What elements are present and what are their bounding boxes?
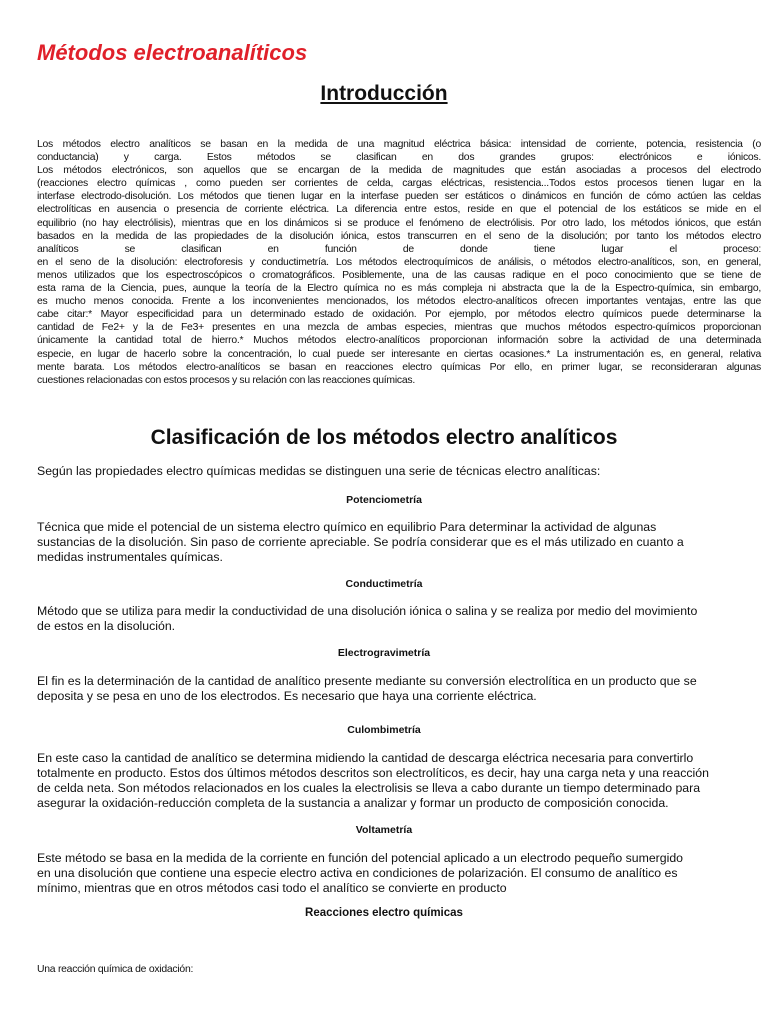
section-body-potenciometria xyxy=(37,520,761,565)
section-body-voltametria xyxy=(37,851,761,896)
intro-line: electrolíticas en ausencia o presencia de corriente eléctrica. La diferencia entre estos, reside en que el potencial de los estáticos se mide en el xyxy=(37,204,761,216)
section-line: en una disolución que contiene una especie electro activa en condiciones de polarización. El consumo de analítico es xyxy=(37,866,678,880)
intro-line: basados en la medida de las propiedades de la disolución iónica, estos transcurren en el seno de la disolución; por tanto los métodos electro xyxy=(37,230,761,242)
section-line: medidas instrumentales químicas. xyxy=(37,550,223,564)
section-line: sustancias de la disolución. Sin paso de corriente apreciable. Se podría considerar que es el más utilizado en cuanto a xyxy=(37,535,684,549)
intro-heading: Introducción xyxy=(320,82,448,105)
classification-intro: Según las propiedades electro químicas medidas se distinguen una serie de técnicas electro analíticas: xyxy=(37,464,601,478)
intro-line: especie, en lugar de hacerlo sobre la concentración, lo cual puede ser interesante en ciertas ocasiones.* La instrumentación es, en general, relativa xyxy=(37,348,761,360)
intro-line: Los métodos electro analíticos se basan en la medida de una magnitud eléctrica básica: intensidad de corriente, potencia, resistencia (o xyxy=(37,139,761,150)
intro-line: únicamente la cantidad total de hierro.* Muchos métodos electro-analíticos proporcionan información sobre la actividad de una determinada xyxy=(37,335,761,347)
section-line: de estos en la disolución. xyxy=(37,619,176,633)
section-body-electrogravimetria xyxy=(37,674,761,704)
classification-heading: Clasificación de los métodos electro analíticos xyxy=(150,426,618,449)
intro-line: cabe citar:* Mayor especificidad para un determinado estado de oxidación. Por ejemplo, por métodos electro químicos puede determinarse la xyxy=(37,309,761,321)
section-heading-conductimetria: Conductimetría xyxy=(345,578,423,590)
intro-line: cantidad de Fe2+ y la de Fe3+ presentes en una mezcla de ambas especies, mientras que muchos métodos espectro-químicos proporcionan xyxy=(37,322,761,334)
section-line: de celda neta. Son métodos relacionados en los cuales la electrolisis se lleva a cabo durante un tiempo determinado para xyxy=(37,781,701,795)
intro-line: analíticos se clasifican en función de donde tiene lugar el proceso: xyxy=(37,243,761,255)
intro-line: Los métodos electrónicos, son aquellos que se encargan de la medida de magnitudes que están asociadas a procesos del electrodo xyxy=(37,165,761,177)
intro-line: menos utilizados que los espectroscópicos o cromatográficos. Posiblemente, una de las causas radique en el poco conocimiento que se tiene de xyxy=(37,269,761,281)
section-line: En este caso la cantidad de analítico se determina midiendo la cantidad de descarga eléctrica necesaria para convertirlo xyxy=(37,751,694,765)
section-heading-electrogravimetria: Electrogravimetría xyxy=(337,647,431,659)
section-line: Este método se basa en la medida de la corriente en función del potencial aplicado a un electrodo pequeño sumergido xyxy=(37,851,684,865)
section-heading-voltametria: Voltametría xyxy=(355,824,413,836)
section-line: El fin es la determinación de la cantidad de analítico presente mediante su conversión electrolítica en un producto que se xyxy=(37,674,697,688)
intro-paragraph xyxy=(37,138,761,387)
intro-line: esta rama de la Ciencia, pues, aunque la teoría de la Electro química no es más compleja ni abstracta que la de la Espectro-química, sin embargo, xyxy=(37,283,761,295)
section-line: Método que se utiliza para medir la conductividad de una disolución iónica o salina y se realiza por medio del movimiento xyxy=(37,604,698,618)
intro-line: cuestiones relacionadas con estos procesos y su relación con las reacciones químicas. xyxy=(37,374,415,386)
section-heading-potenciometria: Potenciometría xyxy=(346,494,422,506)
intro-line: mente barata. Los métodos electro-analíticos se basan en reacciones electro químicas Por ello, en primer lugar, se reconsideraran algunas xyxy=(37,361,761,373)
reaction-intro-line: Una reacción química de oxidación: xyxy=(37,964,194,975)
section-body-culombimetria xyxy=(37,751,761,811)
intro-line: interfase electrodo-disolución. Los métodos que tienen lugar en la interfase pueden ser estáticos o dinámicos en función de cómo actúen las celdas xyxy=(37,191,761,203)
section-line: mínimo, mientras que en otros métodos casi todo el analítico se convierte en producto xyxy=(37,881,507,895)
intro-line: es mucho menos conocida. Frente a los inconvenientes mencionados, los métodos electro-analíticos ofrecen importantes ventajas, entre las que xyxy=(37,296,761,308)
reactions-heading: Reacciones electro químicas xyxy=(305,907,463,919)
section-body-conductimetria xyxy=(37,604,761,634)
section-line: deposita y se pesa en uno de los electrodos. Es necesario que haya una corriente eléctrica. xyxy=(37,689,537,703)
intro-line: conductancia) y carga. Estos métodos se clasifican en dos grandes grupos: electrónicos e iónicos. xyxy=(37,152,761,164)
section-line: totalmente en producto. Estos dos últimos métodos descritos son electrolíticos, es decir, hay una carga neta y una reacción xyxy=(37,766,709,780)
intro-line: en el seno de la disolución: electroforesis y conductimetría. Los métodos electroquímicos de análisis, o métodos electro-analíticos, son, en general, xyxy=(37,256,761,268)
section-line: Técnica que mide el potencial de un sistema electro químico en equilibrio Para determinar la actividad de algunas xyxy=(37,520,657,534)
document-title: Métodos electroanalíticos xyxy=(37,40,308,65)
intro-line: equilibrio (no hay electrólisis), mientras que en los dinámicos si se produce el fenómeno de electrólisis. Por otro lado, los métodos iónicos, que están xyxy=(37,217,761,229)
section-line: asegurar la oxidación-reducción completa de la sustancia a analizar y formar un producto de composición conocida. xyxy=(37,796,669,810)
section-heading-culombimetria: Culombimetría xyxy=(347,724,421,736)
intro-line: (reacciones electro químicas , como pueden ser corrientes de celda, cargas eléctricas, resistencia...Todos estos procesos tienen lugar en la xyxy=(37,178,761,190)
